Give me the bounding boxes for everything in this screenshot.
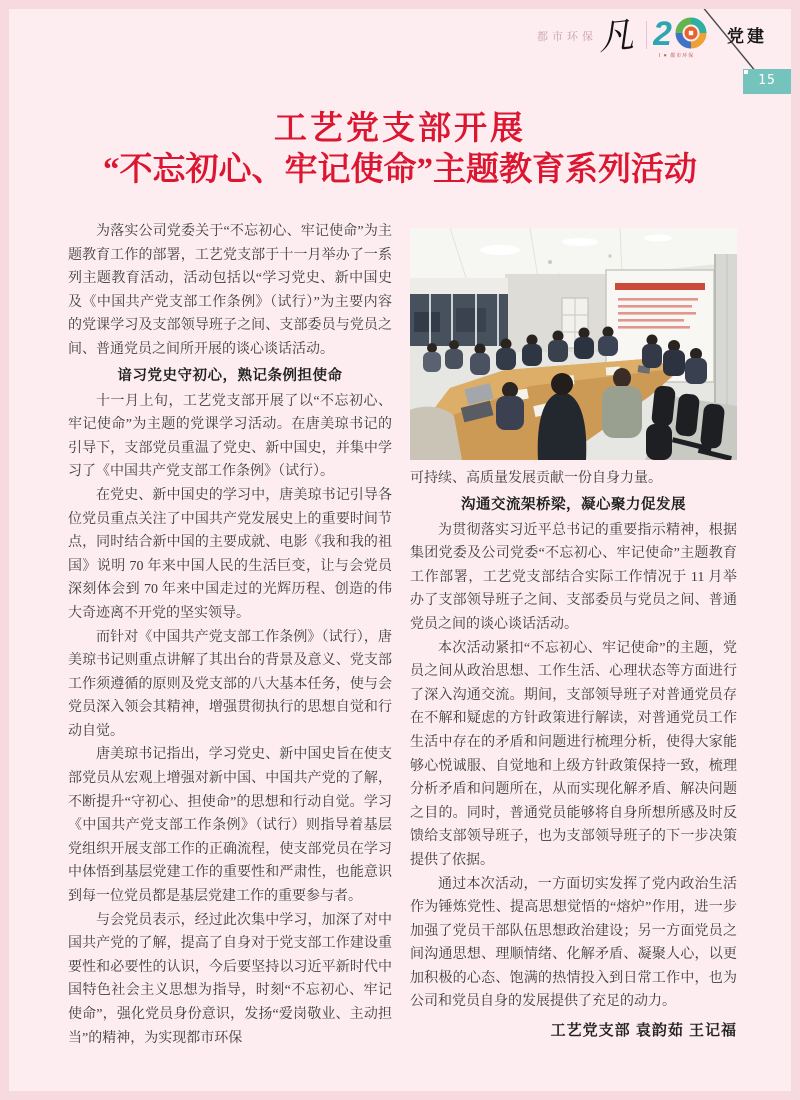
paragraph-continuation: 可持续、高质量发展贡献一份自身力量。 [410,471,662,486]
paragraph: 通过本次活动，一方面切实发挥了党内政治生活作为锤炼党性、提高思想觉悟的“熔炉”作用，进一步加强了党员干部队伍思想政治建设；另一方面党员之间沟通思想、理顺情绪、化解矛盾、凝聚人心，以更加积极的心态、饱满的热情投入到日常工作中，也为公司和党员自身的发展提供了充足的动力。 [410,876,737,1010]
page-number: 15 [758,73,776,88]
brand-calligraphy-mark: 凡 [596,15,636,59]
header-divider [646,21,647,49]
paragraph: 与会党员表示，经过此次集中学习，加深了对中国共产党的了解，提高了自身对于党支部工作建设重要性和必要性的认识，今后要坚持以习近平新时代中国特色社会主义思想为指导，时刻“不忘初心、牢记使命”，强化党员身份意识，发扬“爱岗敬业、主动担当”的精神，为实现都市环保 [68,912,392,1046]
paragraph: 在党史、新中国史的学习中，唐美琼书记引导各位党员重点关注了中国共产党发展史上的重要时间节点，同时结合新中国的主要成就、电影《我和我的祖国》说明 70 年来中国人民的生活巨变，让与会党员深刻体会到 70 年来中国走过的光辉历程、创造的伟大奇迹离不开党的坚实领导。 [68,487,392,621]
paragraph: 唐美琼书记指出，学习党史、新中国史旨在使支部党员从宏观上增强对新中国、中国共产党的了解，不断提升“守初心、担使命”的思想和行动自觉。学习《中国共产党支部工作条例》（试行）则指导着基层党组织开展支部工作的正确流程，使支部党员在学习中体悟到基层党建工作的重要性和严肃性，也能意识到每一位党员都是基层党建工作的重要参与者。 [68,747,392,905]
subheading-1: 谙习党史守初心，熟记条例担使命 [117,367,343,384]
logo-tagline: I ♥ 都市环保 [659,53,695,59]
brand-name: 都市环保 [537,31,597,43]
meeting-room-photo [410,228,737,460]
subheading-2: 沟通交流架桥梁，凝心聚力促发展 [461,496,686,513]
article-title [9,109,791,191]
byline: 工艺党支部 袁韵茹 王记福 [550,1022,737,1040]
paragraph: 而针对《中国共产党支部工作条例》（试行），唐美琼书记则重点讲解了其出台的背景及意义、党支部工作须遵循的原则及党支部的八大基本任务，使与会党员深入领会其精神，增强贯彻执行的思想自觉和行动自觉。 [68,629,392,739]
paragraph: 为落实公司党委关于“不忘初心、牢记使命”为主题教育工作的部署，工艺党支部于十一月举办了一系列主题教育活动，活动包括以“学习党史、新中国史及《中国共产党支部工作条例》（试行）”为主要内容的党课学习及支部领导班子之间、支部委员与党员之间、普通党员之间所开展的谈心谈话活动。 [68,224,392,357]
left-column [68,220,392,1050]
section-label: 党建 [727,27,767,46]
paragraph: 为贯彻落实习近平总书记的重要指示精神，根据集团党委及公司党委“不忘初心、牢记使命”主题教育工作部署，工艺党支部结合实际工作情况于 11 月举办了支部领导班子之间、支部委员与党员之间、普通党员之间的谈心谈话活动。 [410,522,737,632]
article-title-line2: “不忘初心、牢记使命”主题教育系列活动 [103,152,697,188]
page-number-tab [743,69,791,94]
article-title-line1: 工艺党支部开展 [274,111,526,147]
right-column [410,228,737,1043]
paragraph: 本次活动紧扣“不忘初心、牢记使命”的主题，党员之间从政治思想、工作生活、心理状态等方面进行了深入沟通交流。期间，支部领导班子对普通党员存在不解和疑虑的方针政策进行解读，对普通党员工作生活中存在的矛盾和问题进行梳理分析，使得大家能够心悦诚服、自觉地和上级方针政策保持一致，梳理分析矛盾和问题所在，从而实现化解矛盾、解决问题之目的。同时，普通党员能够将自身所想所感及时反馈给支部领导班子，也为支部领导班子的下一步决策提供了依据。 [410,640,737,868]
svg-text:2: 2 [653,15,672,53]
paragraph: 十一月上旬，工艺党支部开展了以“不忘初心、牢记使命”为主题的党课学习活动。在唐美琼书记的引导下，支部党员重温了党史、新中国史，并集中学习了《中国共产党支部工作条例》（试行）。 [68,393,392,480]
